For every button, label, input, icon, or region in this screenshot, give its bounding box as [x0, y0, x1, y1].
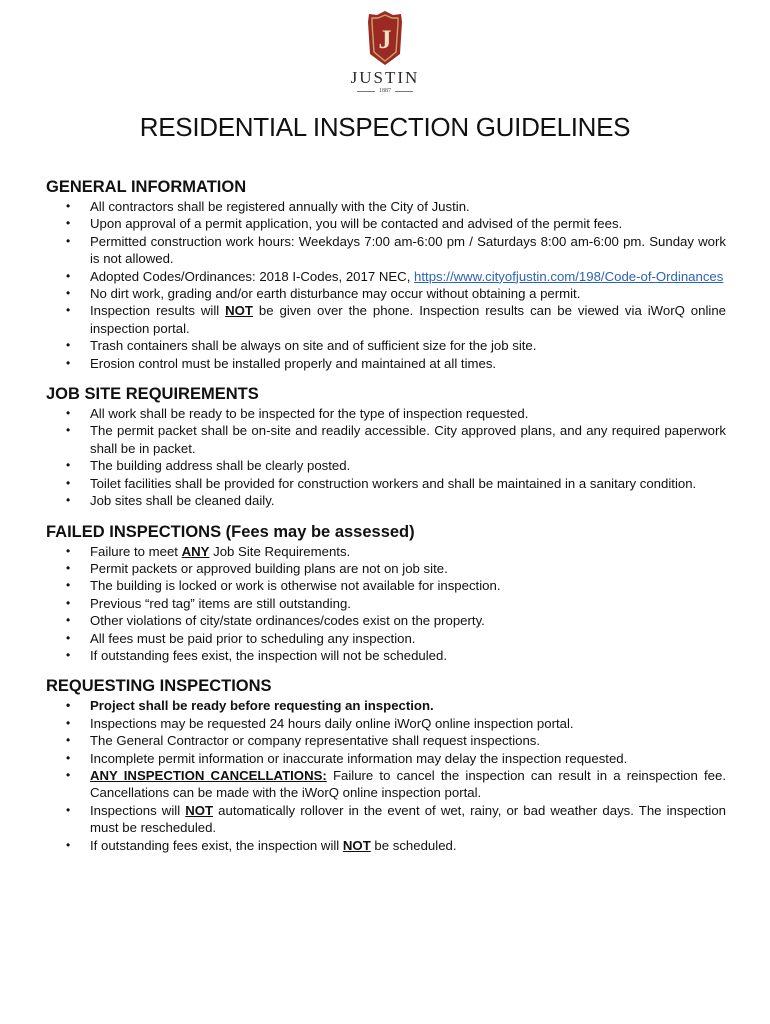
page-title: RESIDENTIAL INSPECTION GUIDELINES: [139, 112, 631, 142]
list-item: • Toilet facilities shall be provided for construction workers and shall be maintained in a sanitary condition.: [46, 475, 726, 492]
item-text: Job Site Requirements.: [209, 543, 351, 559]
item-text: If outstanding fees exist, the inspection will: [90, 837, 343, 853]
section-heading: REQUESTING INSPECTIONS: [46, 677, 272, 696]
bullet-list: [46, 405, 726, 509]
list-item: • Permitted construction work hours: Weekdays 7:00 am-6:00 pm / Saturdays 8:00 am-6:00 pm. Sunday work is not allowed.: [46, 233, 726, 268]
list-item: • All contractors shall be registered annually with the City of Justin.: [46, 198, 726, 215]
list-item: • Erosion control must be installed properly and maintained at all times.: [46, 355, 726, 372]
logo-year: 1887: [379, 88, 391, 94]
code-of-ordinances-link[interactable]: https://www.cityofjustin.com/198/Code-of-Ordinances: [414, 268, 724, 284]
divider: [357, 91, 375, 92]
logo-year-row: [0, 88, 770, 94]
list-item: • No dirt work, grading and/or earth disturbance may occur without obtaining a permit.: [46, 285, 726, 302]
justin-shield-icon: [365, 10, 405, 66]
section-heading: FAILED INSPECTIONS (Fees may be assessed): [46, 522, 415, 541]
list-item: • The General Contractor or company representative shall request inspections.: [46, 732, 726, 749]
emphasis-text: ANY: [181, 543, 210, 559]
section-general-information: [46, 178, 726, 372]
list-item: • Previous “red tag” items are still outstanding.: [46, 595, 726, 612]
item-text: Inspections will: [90, 802, 186, 818]
list-item: [46, 837, 726, 854]
section-requesting-inspections: [46, 677, 726, 854]
city-logo: [0, 10, 770, 94]
section-failed-inspections: [46, 523, 726, 665]
list-item: • All work shall be ready to be inspected for the type of inspection requested.: [46, 405, 726, 422]
logo-name: JUSTIN: [350, 68, 420, 87]
item-text: Failure to meet: [90, 543, 182, 559]
list-item: • The permit packet shall be on-site and readily accessible. City approved plans, and any required paperwork shall be in packet.: [46, 422, 726, 457]
bullet-list: [46, 697, 726, 854]
list-item: [46, 543, 726, 560]
list-item: • The building address shall be clearly posted.: [46, 457, 726, 474]
emphasis-text: NOT: [185, 802, 214, 818]
emphasis-text: NOT: [225, 303, 253, 319]
list-item: • Incomplete permit information or inaccurate information may delay the inspection requested.: [46, 750, 726, 767]
item-text: be scheduled.: [370, 837, 457, 853]
list-item: • The building is locked or work is otherwise not available for inspection.: [46, 577, 726, 594]
divider: [395, 91, 413, 92]
section-heading: GENERAL INFORMATION: [46, 178, 247, 196]
section-heading: JOB SITE REQUIREMENTS: [46, 385, 259, 404]
list-item: [46, 802, 726, 837]
document-body: [46, 178, 726, 867]
item-text: Inspection results will: [90, 303, 226, 319]
list-item: • Trash containers shall be always on site and of sufficient size for the job site.: [46, 337, 726, 354]
item-text: Failure to cancel the inspection can result in a reinspection fee. Cancellations can be made with the iWorQ online inspection portal.: [90, 767, 726, 801]
list-item: • Other violations of city/state ordinances/codes exist on the property.: [46, 612, 726, 629]
list-item: • All fees must be paid prior to scheduling any inspection.: [46, 630, 726, 647]
item-text: automatically rollover in the event of wet, rainy, or bad weather days. The inspection must be rescheduled.: [90, 802, 726, 836]
list-item: [46, 302, 726, 337]
emphasis-text: ANY INSPECTION CANCELLATIONS:: [90, 767, 327, 783]
bullet-list: [46, 543, 726, 665]
logo-letter: J: [378, 25, 392, 54]
item-text: Adopted Codes/Ordinances: 2018 I-Codes, 2017 NEC,: [90, 268, 415, 284]
list-item: • If outstanding fees exist, the inspection will not be scheduled.: [46, 647, 726, 664]
list-item: • Upon approval of a permit application, you will be contacted and advised of the permit fees.: [46, 215, 726, 232]
list-item: [46, 268, 726, 285]
item-text: be given over the phone. Inspection results can be viewed via iWorQ online inspection portal.: [90, 303, 727, 336]
list-item: • Project shall be ready before requesting an inspection.: [46, 697, 726, 714]
bullet-list: [46, 198, 726, 372]
section-job-site-requirements: [46, 385, 726, 509]
list-item: • Job sites shall be cleaned daily.: [46, 492, 726, 509]
list-item: • Permit packets or approved building plans are not on job site.: [46, 560, 726, 577]
list-item: • Inspections may be requested 24 hours daily online iWorQ online inspection portal.: [46, 715, 726, 732]
list-item: [46, 767, 726, 802]
emphasis-text: NOT: [342, 837, 371, 853]
